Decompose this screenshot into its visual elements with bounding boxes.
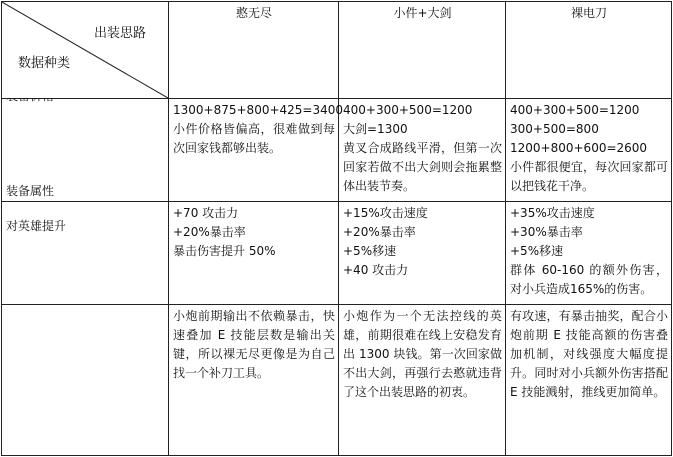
row-label-text: 装备属性 xyxy=(6,184,55,198)
cell-line: 300+500=800 xyxy=(510,122,599,136)
cell-line: +5%移速 xyxy=(343,244,397,258)
corner-cell xyxy=(2,2,169,99)
cell-line: 大剑=1300 xyxy=(343,122,408,136)
cell-line: +70 攻击力 xyxy=(173,206,239,220)
cell-line: +20%暴击率 xyxy=(343,225,416,239)
cell-0-0 xyxy=(169,99,344,202)
cell-note: 黄叉合成路线平滑，但第一次回家若做不出大剑则会拖累整体出装节奏。 xyxy=(343,141,502,193)
equipment-comparison-table xyxy=(1,1,672,456)
corner-top-right-label: 出装思路 xyxy=(93,26,146,41)
cell-0-2 xyxy=(506,99,672,202)
cell-line: 400+300+500=1200 xyxy=(510,103,640,117)
column-header-1: 小件+大剑 xyxy=(339,2,506,99)
cell-note: 有攻速，有暴击抽奖，配合小炮前期 E 技能高额的伤害叠加机制，对线强度大幅度提升。同时对小兵额外伤害搭配 E 技能溅射，推线更加简单。 xyxy=(510,309,668,399)
cell-line: +30%暴击率 xyxy=(510,225,583,239)
corner-bottom-left-label: 数据种类 xyxy=(18,56,71,71)
cell-note: 小炮前期输出不依赖暴击，快速叠加 E 技能层数是输出关键，所以裸无尽更像是为自己找一个补刀工具。 xyxy=(173,309,335,380)
row-label xyxy=(2,219,169,456)
cell-note: 群体 60-160 的额外伤害，对小兵造成165%的伤害。 xyxy=(510,263,668,296)
cell-2-0 xyxy=(169,305,339,456)
cell-note: 小件价格皆偏高，很难做到每次回家钱都够出装。 xyxy=(173,122,335,155)
column-header-0: 憨无尽 xyxy=(169,2,339,99)
cell-line: 400+300+500=1200 xyxy=(343,103,473,117)
cell-line: 1300+875+800+425=3400 xyxy=(173,103,344,117)
cell-1-1 xyxy=(339,202,506,305)
cell-0-1 xyxy=(339,99,506,202)
cell-line: +5%移速 xyxy=(510,244,564,258)
row-label-text: 对英雄提升 xyxy=(6,219,67,233)
cell-line: +40 攻击力 xyxy=(343,263,409,277)
diagonal-divider xyxy=(2,2,168,98)
cell-2-2 xyxy=(506,305,672,456)
header-row xyxy=(2,2,672,99)
cell-note: 小炮作为一个无法控线的英雄，前期很难在线上安稳发育出 1300 块钱。第一次回家做不出大剑，再强行去憨就违背了这个出装思路的初衷。 xyxy=(343,309,502,399)
row-hero-impact xyxy=(2,305,672,456)
cell-line: 1200+800+600=2600 xyxy=(510,141,648,155)
cell-1-0 xyxy=(169,202,339,305)
cell-1-2 xyxy=(506,202,672,305)
cell-note: 小件都很便宜，每次回家都可以把钱花干净。 xyxy=(510,160,668,193)
cell-2-1 xyxy=(339,305,506,456)
cell-line: +35%攻击速度 xyxy=(510,206,595,220)
cell-line: +15%攻击速度 xyxy=(343,206,428,220)
column-header-2: 裸电刀 xyxy=(506,2,672,99)
cell-line: 暴击伤害提升 50% xyxy=(173,244,276,258)
cell-line: +20%暴击率 xyxy=(173,225,246,239)
